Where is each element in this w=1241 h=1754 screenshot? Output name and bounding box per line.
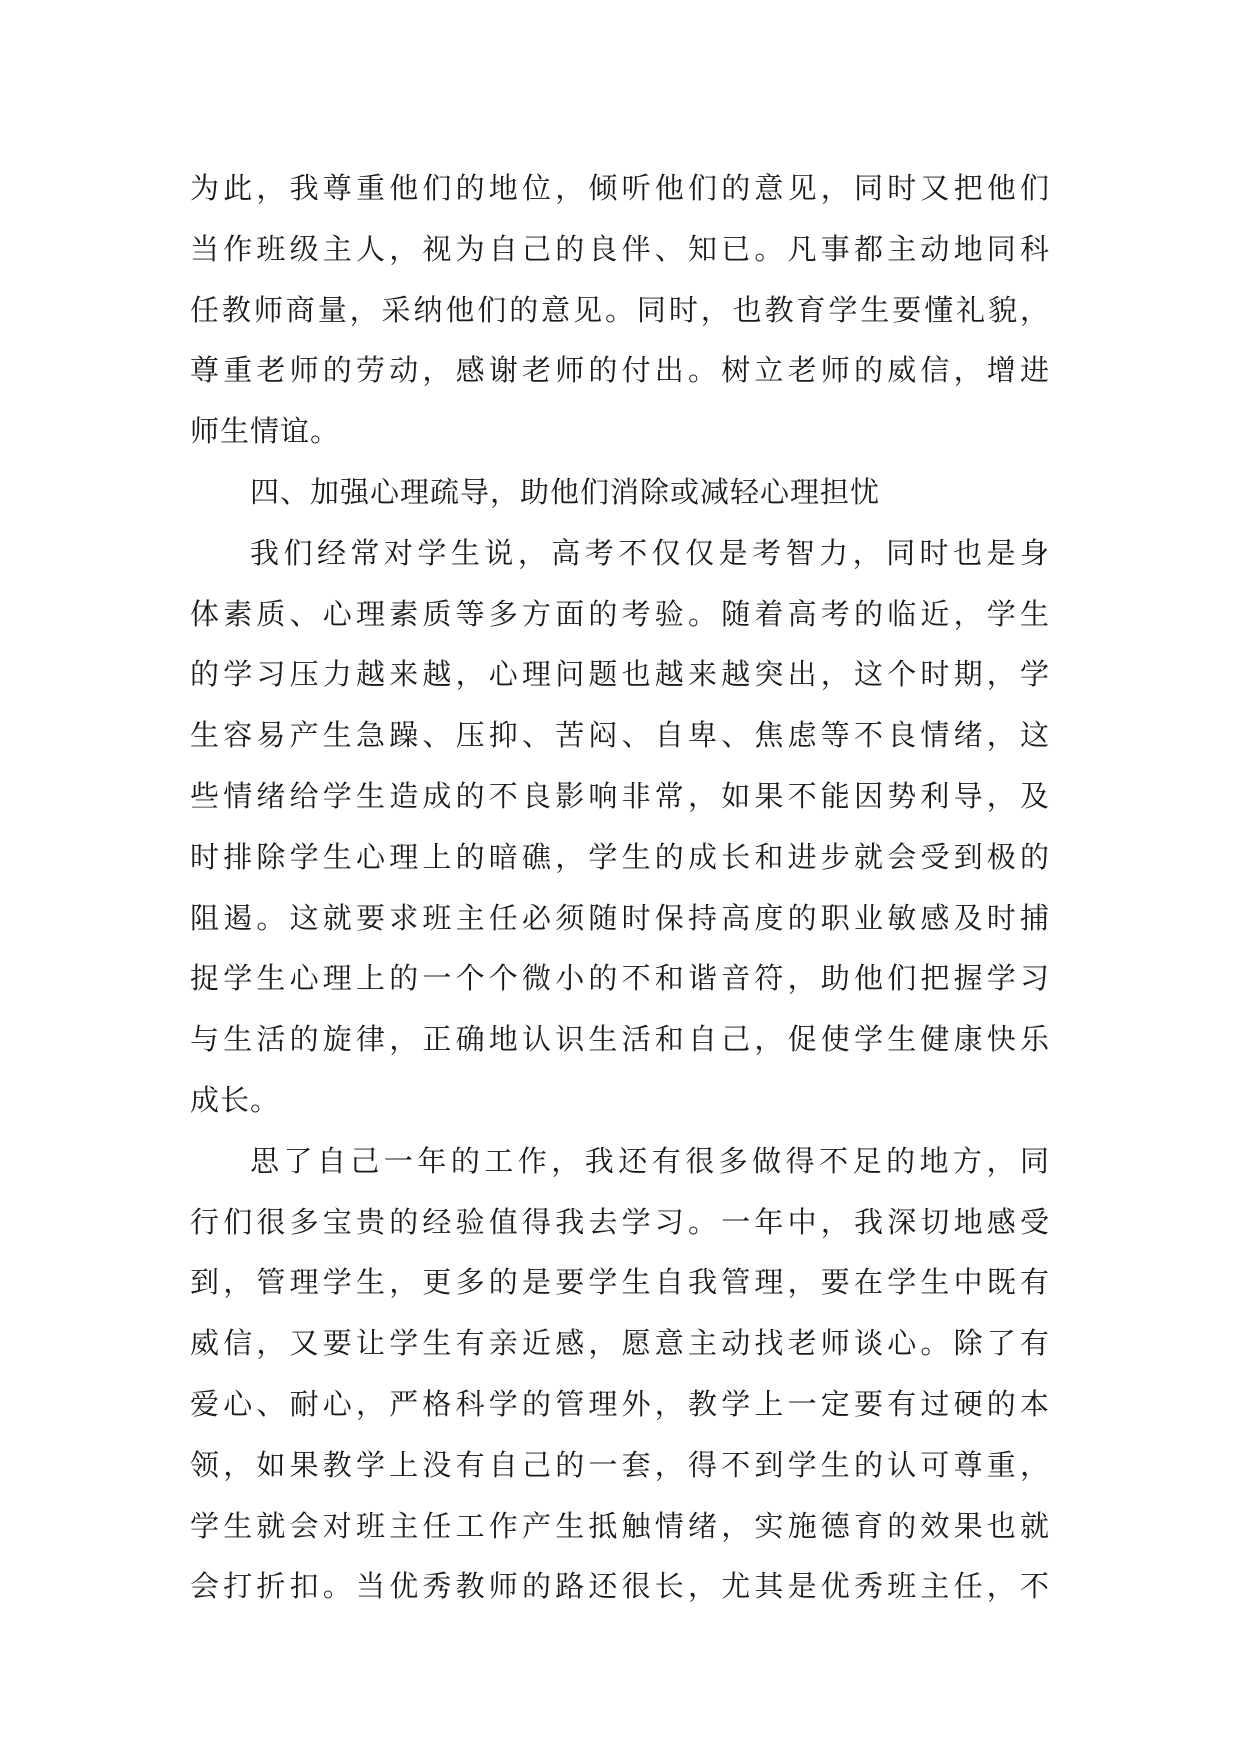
text-line: 成长。 [190,1082,281,1117]
text-line: 四、加强心理疏导，助他们消除或减轻心理担忧 [250,474,881,509]
text-line: 的学习压力越来越，心理问题也越来越突出，这个时期，学 [190,657,1050,692]
text-line: 与生活的旋律，正确地认识生活和自己，促使学生健康快乐 [190,1022,1050,1057]
text-line: 阻遏。这就要求班主任必须随时保持高度的职业敏感及时捕 [190,900,1050,935]
text-line: 爱心、耐心，严格科学的管理外，教学上一定要有过硬的本 [190,1386,1050,1421]
text-line: 师生情谊。 [190,414,341,449]
text-line: 会打折扣。当优秀教师的路还很长，尤其是优秀班主任，不 [190,1569,1050,1604]
text-line: 生容易产生急躁、压抑、苦闷、自卑、焦虑等不良情绪，这 [190,718,1050,753]
text-line: 捉学生心理上的一个个微小的不和谐音符，助他们把握学习 [190,961,1050,996]
text-line: 威信，又要让学生有亲近感，愿意主动找老师谈心。除了有 [190,1326,1050,1361]
text-line: 思了自己一年的工作，我还有很多做得不足的地方，同 [250,1143,1050,1178]
text-line: 些情绪给学生造成的不良影响非常，如果不能因势利导，及 [190,778,1050,813]
text-line: 领，如果教学上没有自己的一套，得不到学生的认可尊重， [190,1447,1050,1482]
text-line: 体素质、心理素质等多方面的考验。随着高考的临近，学生 [190,596,1050,631]
text-line: 学生就会对班主任工作产生抵触情绪，实施德育的效果也就 [190,1508,1050,1543]
text-line: 任教师商量，采纳他们的意见。同时，也教育学生要懂礼貌， [190,292,1050,327]
text-line: 我们经常对学生说，高考不仅仅是考智力，同时也是身 [250,535,1050,570]
text-line: 为此，我尊重他们的地位，倾听他们的意见，同时又把他们 [190,171,1050,205]
document-body [190,158,1050,1617]
text-line: 当作班级主人，视为自己的良伴、知已。凡事都主动地同科 [190,231,1050,266]
text-line: 时排除学生心理上的暗礁，学生的成长和进步就会受到极的 [190,839,1050,874]
text-line: 到，管理学生，更多的是要学生自我管理，要在学生中既有 [190,1265,1050,1300]
text-line: 行们很多宝贵的经验值得我去学习。一年中，我深切地感受 [190,1204,1050,1239]
text-line: 尊重老师的劳动，感谢老师的付出。树立老师的威信，增进 [190,353,1050,388]
